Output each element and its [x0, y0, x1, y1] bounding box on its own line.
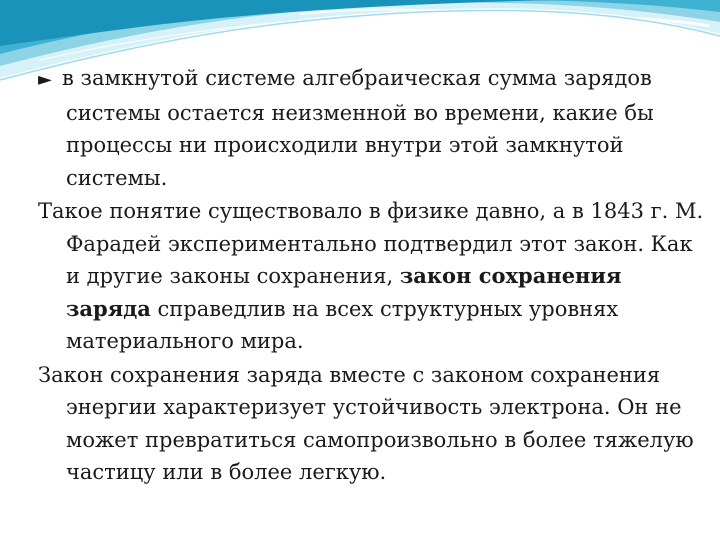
paragraph-electron-stability [38, 359, 710, 489]
paragraph-conservation-statement [38, 62, 710, 194]
paragraph-text-after: справедлив на всех структурных уровнях материального мира. [66, 296, 619, 353]
paragraph-text-before: Такое понятие существовало в физике давно, а в 1843 г. М. Фарадей экспериментально подтвердил этот закон. Как и другие законы сохранения, [38, 199, 704, 288]
bullet-arrow-icon: ► [38, 69, 52, 90]
slide-body [38, 62, 710, 490]
paragraph-text: в замкнутой системе алгебраическая сумма зарядов системы остается неизменной во времени, какие бы процессы ни происходили внутри этой замкнутой системы. [62, 66, 654, 190]
paragraph-text: Закон сохранения заряда вместе с законом сохранения энергии характеризует устойчивость электрона. Он не может превратиться самопроизвольно в более тяжелую частицу или в более легкую. [38, 362, 694, 484]
emphasis-law-name: закон сохранения заряда [66, 263, 622, 321]
paragraph-faraday-history [38, 195, 710, 358]
